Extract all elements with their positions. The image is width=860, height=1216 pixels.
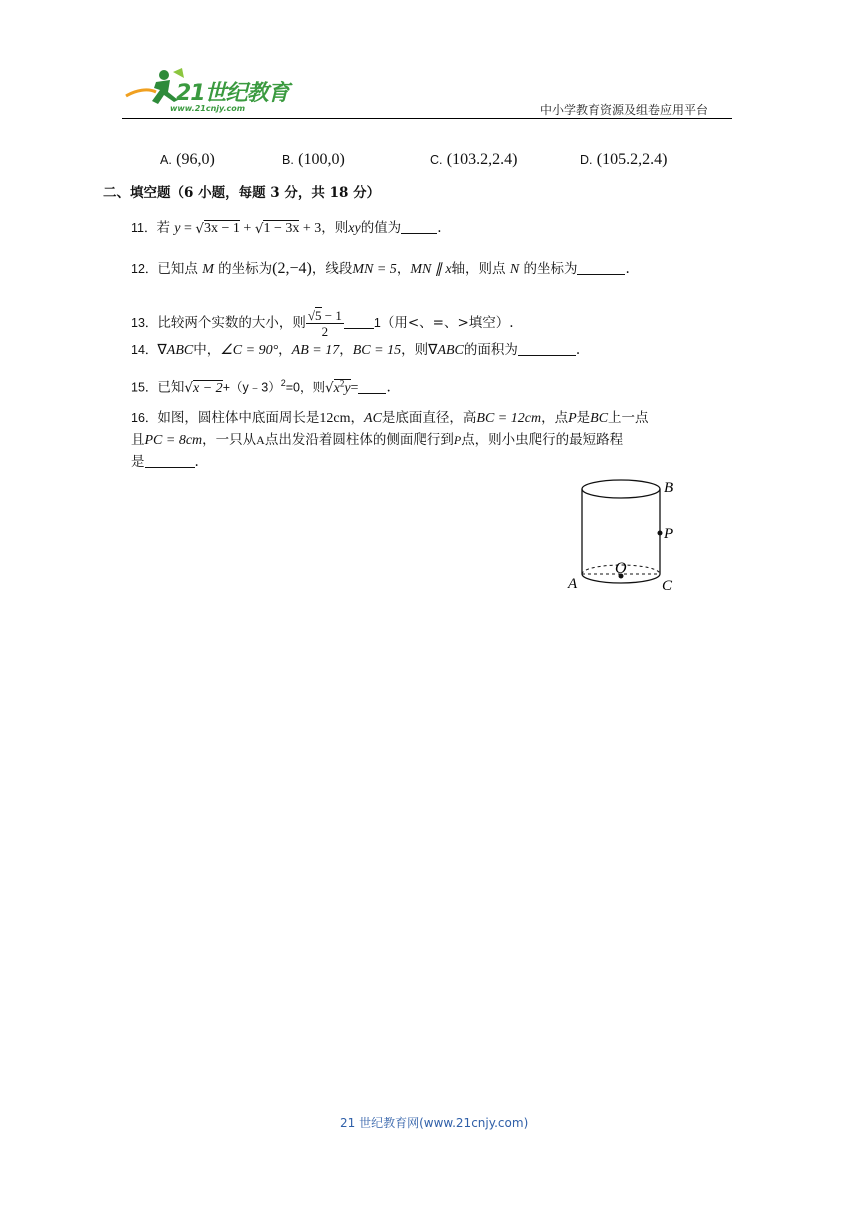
label-b: B xyxy=(664,480,674,496)
question-16-line-1: 16．如图，圆柱体中底面周长是12cm，AC是底面直径，高BC = 12cm，点P是BC上一点 xyxy=(131,410,649,426)
header-rule xyxy=(122,118,732,119)
question-14: 14．∇ABC中，∠C = 90°，AB = 17，BC = 15，则∇ABC的面积为 . xyxy=(131,342,581,358)
sqrt-sign: √ xyxy=(195,220,205,237)
logo-url: www.21cnjy.com xyxy=(170,104,246,113)
label-p: P xyxy=(664,526,674,542)
section-title: 二、填空题（6 小题，每题 3 分，共 18 分） xyxy=(103,185,381,201)
question-12: 12．已知点 M 的坐标为(2,−4)，线段MN = 5，MN ∥ x轴，则点 N 的坐标为 . xyxy=(131,260,630,277)
answer-blank xyxy=(145,453,195,468)
answer-blank xyxy=(518,341,576,356)
answer-blank xyxy=(344,314,374,329)
answer-blank xyxy=(577,260,625,275)
question-16-line-3: 是 . xyxy=(131,454,199,470)
cylinder-figure xyxy=(565,472,690,597)
question-13: 13．比较两个实数的大小，则 $\frac{√5 - 1}{2}$ 1（用<、=、>填空）. xyxy=(131,308,514,339)
q10-option-a: A. (96,0) xyxy=(160,151,215,168)
q10-option-b: B. (100,0) xyxy=(282,151,345,168)
label-o: O xyxy=(615,560,627,577)
q10-option-d: D. (105.2,2.4) xyxy=(580,151,668,168)
answer-blank xyxy=(358,379,386,394)
question-11: 11．若 y = √3x − 1 + √1 − 3x + 3，则xy的值为 . xyxy=(131,220,442,237)
platform-name: 中小学教育资源及组卷应用平台 xyxy=(540,103,709,117)
answer-blank xyxy=(401,219,437,234)
footer-link[interactable]: 21 世纪教育网(www.21cnjy.com) xyxy=(340,1116,529,1130)
label-c: C xyxy=(662,578,673,594)
question-15: 15．已知√x − 2+（y﹣3）$^2$=0，则$√x^2y=$ . xyxy=(131,378,391,396)
label-a: A xyxy=(568,576,578,592)
fraction: $\frac{√5 - 1}{2}$ xyxy=(307,308,342,339)
logo xyxy=(118,66,308,118)
question-16-line-2: 且PC = 8cm，一只从A点出发沿着圆柱体的侧面爬行到P点，则小虫爬行的最短路程 xyxy=(131,432,624,448)
q10-option-c: C. (103.2,2.4) xyxy=(430,151,518,168)
logo-text: 21世纪教育 xyxy=(176,81,289,106)
